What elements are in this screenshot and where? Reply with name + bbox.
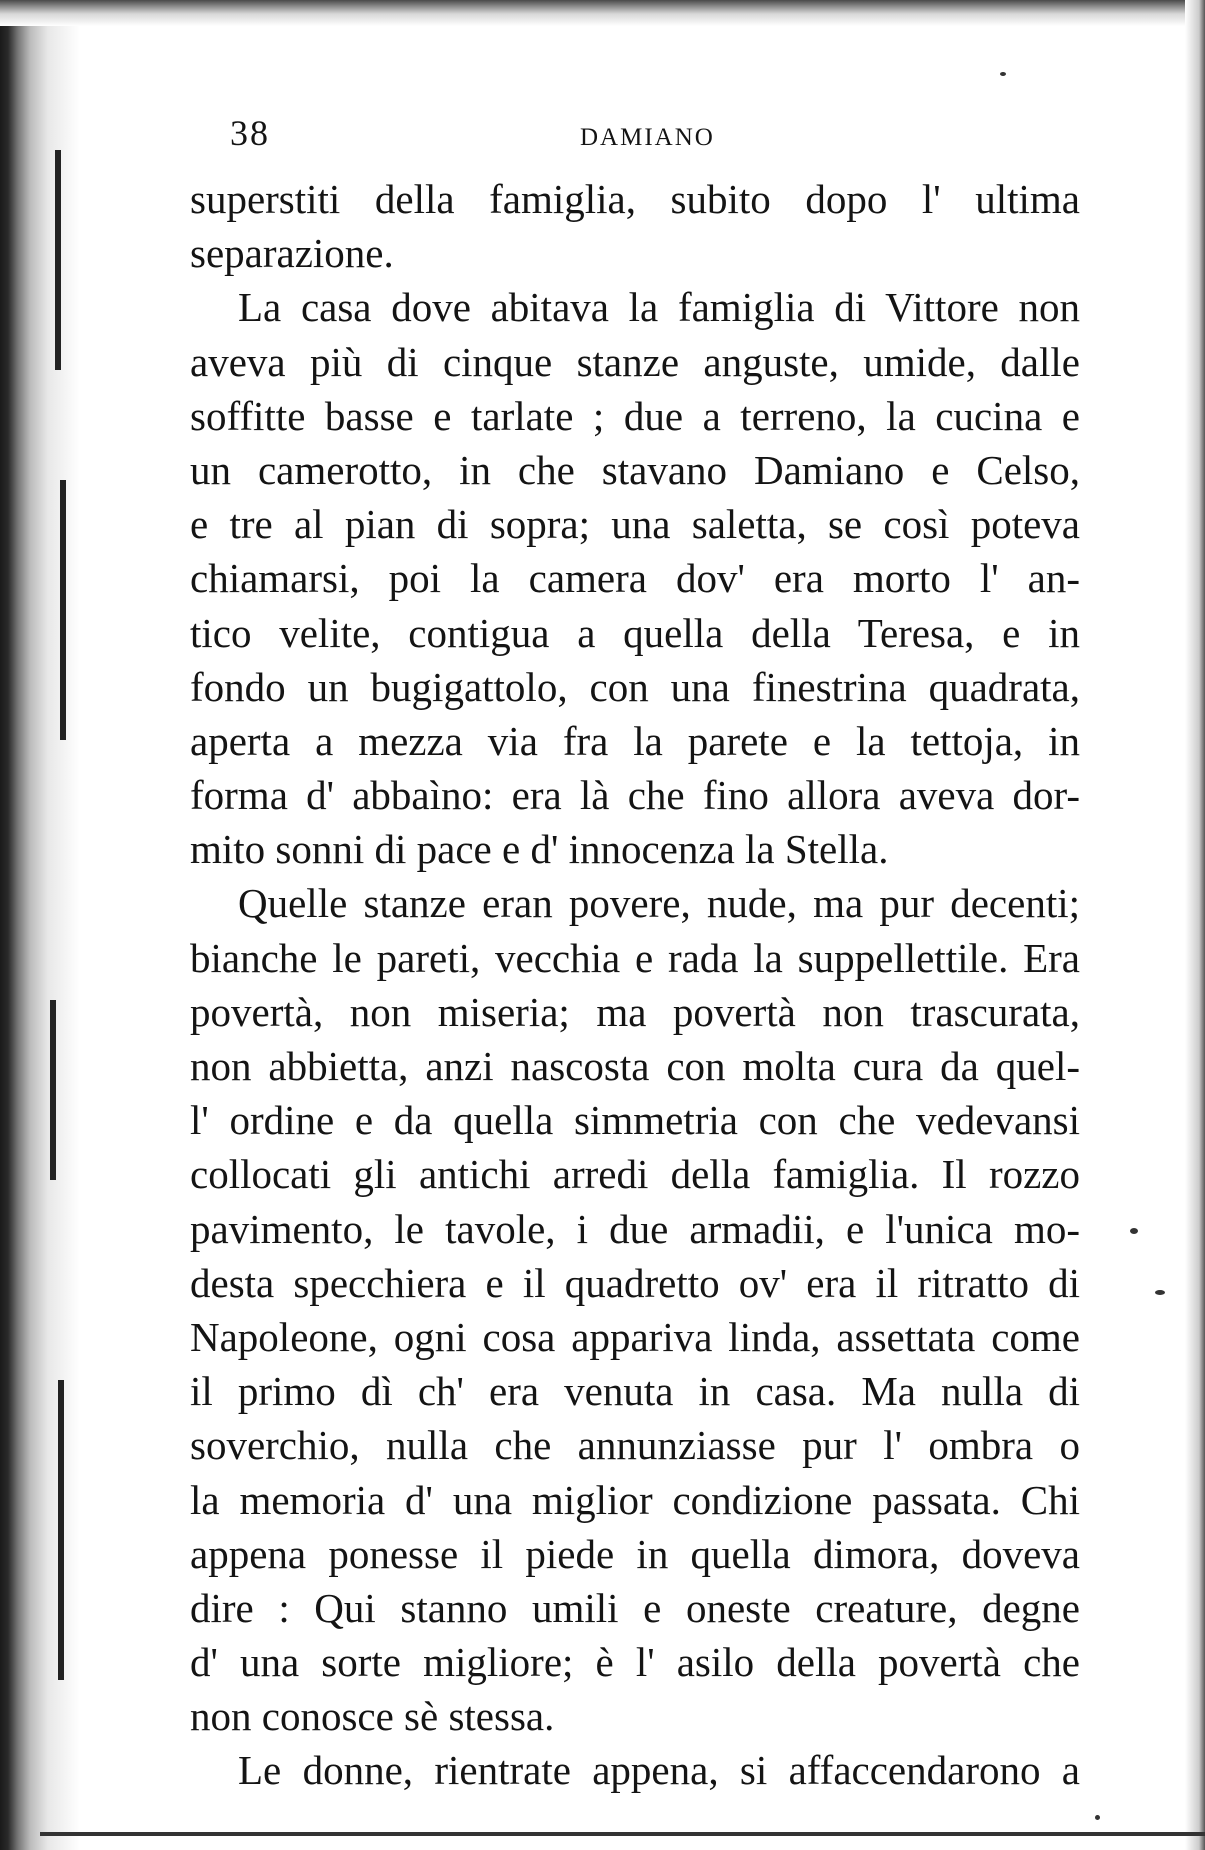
page-number: 38 — [230, 113, 270, 153]
text-line: un camerotto, in che stavano Damiano e Celso, — [190, 446, 1080, 493]
text-line: aperta a mezza via fra la parete e la tettoja, in — [190, 717, 1080, 764]
text-line: d' una sorte migliore; è l' asilo della povertà che — [190, 1639, 1080, 1686]
text-line: pavimento, le tavole, i due armadii, e l'unica mo- — [190, 1205, 1080, 1252]
text-line: collocati gli antichi arredi della famiglia. Il rozzo — [190, 1151, 1080, 1198]
top-page-edge — [0, 0, 1205, 26]
text-line: tico velite, contigua a quella della Teresa, e in — [190, 609, 1080, 656]
binding-streak — [50, 1000, 56, 1180]
body-text — [190, 172, 1080, 1798]
text-line: La casa dove abitava la famiglia di Vittore non — [238, 284, 1080, 331]
text-line: appena ponesse il piede in quella dimora, doveva — [190, 1530, 1080, 1577]
binding-streak — [58, 1380, 64, 1680]
text-line: soffitte basse e tarlate ; due a terreno, la cucina e — [190, 392, 1080, 439]
text-line: desta specchiera e il quadretto ov' era il ritratto di — [190, 1259, 1080, 1306]
text-line: aveva più di cinque stanze anguste, umide, dalle — [190, 338, 1080, 385]
ink-speck — [1155, 1290, 1165, 1295]
text-line: l' ordine e da quella simmetria con che vedevansi — [190, 1097, 1080, 1144]
text-line: non abbietta, anzi nascosta con molta cura da quel- — [190, 1043, 1080, 1089]
text-line: e tre al pian di sopra; una saletta, se così poteva — [190, 501, 1080, 548]
right-page-edge — [1185, 0, 1205, 1850]
text-line: separazione. — [190, 230, 394, 277]
text-line: il primo dì ch' era venuta in casa. Ma nulla di — [190, 1368, 1080, 1415]
text-line: mito sonni di pace e d' innocenza la Stella. — [190, 826, 889, 873]
text-line: povertà, non miseria; ma povertà non trascurata, — [190, 988, 1080, 1035]
text-line: superstiti della famiglia, subito dopo l' ultima — [190, 176, 1080, 222]
text-line: bianche le pareti, vecchia e rada la suppellettile. Era — [190, 934, 1080, 981]
text-line: soverchio, nulla che annunziasse pur l' ombra o — [190, 1422, 1080, 1469]
text-line: Quelle stanze eran povere, nude, ma pur decenti; — [238, 880, 1080, 927]
binding-streak — [60, 480, 66, 740]
text-line: forma d' abbaìno: era là che fino allora aveva dor- — [190, 772, 1080, 819]
text-line: non conosce sè stessa. — [190, 1693, 555, 1740]
running-title: DAMIANO — [580, 124, 715, 151]
text-line: chiamarsi, poi la camera dov' era morto l' an- — [190, 555, 1080, 602]
text-line: la memoria d' una miglior condizione passata. Chi — [190, 1476, 1080, 1523]
text-line: Le donne, rientrate appena, si affaccendarono a — [238, 1747, 1080, 1794]
text-line: Napoleone, ogni cosa appariva linda, assettata come — [190, 1313, 1080, 1360]
ink-speck — [1095, 1815, 1100, 1820]
ink-speck — [1130, 1228, 1138, 1234]
binding-streak — [55, 150, 61, 370]
binding-shadow — [0, 0, 95, 1850]
ink-speck — [1000, 72, 1006, 76]
bottom-page-edge — [40, 1832, 1205, 1836]
page-header — [230, 112, 1000, 162]
text-line: fondo un bugigattolo, con una finestrina quadrata, — [190, 663, 1080, 710]
text-line: dire : Qui stanno umili e oneste creature, degne — [190, 1584, 1080, 1631]
